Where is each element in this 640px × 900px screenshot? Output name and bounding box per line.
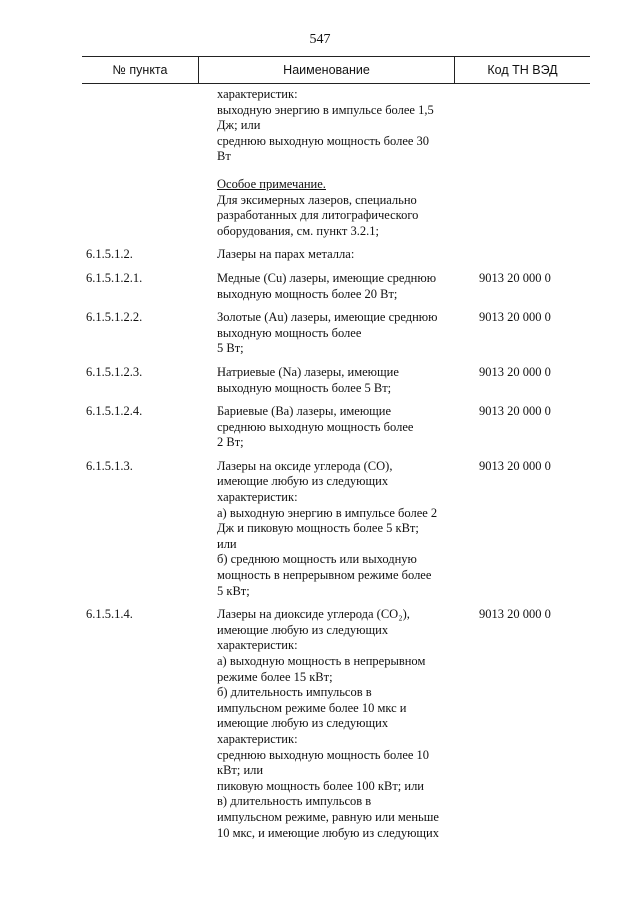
text-line: выходную энергию в импульсе более 1,5 bbox=[217, 102, 434, 117]
text-line: Медные (Cu) лазеры, имеющие среднюю bbox=[217, 270, 437, 285]
text-line: характеристик: bbox=[217, 731, 298, 746]
text-line: 2 Вт; bbox=[217, 435, 244, 450]
item-name bbox=[217, 271, 473, 302]
customs-code: 9013 20 000 0 bbox=[479, 607, 551, 622]
text-line: имеющие любую из следующих bbox=[217, 622, 389, 637]
item-name bbox=[217, 459, 473, 599]
item-number: 6.1.5.1.2.2. bbox=[86, 310, 143, 325]
text-line: пиковую мощность более 100 кВт; или bbox=[217, 778, 424, 793]
text-line: Дж и пиковую мощность более 5 кВт; bbox=[217, 521, 419, 536]
note-line: разработанных для литографического bbox=[217, 208, 419, 223]
text-line: кВт; или bbox=[217, 763, 264, 778]
item-name bbox=[217, 607, 473, 841]
text-line: импульсном режиме, равную или меньше bbox=[217, 809, 439, 824]
text-line: или bbox=[217, 536, 237, 551]
table-row bbox=[0, 310, 640, 357]
note-line: оборудования, см. пункт 3.2.1; bbox=[217, 223, 379, 238]
table-row bbox=[0, 459, 640, 599]
text-line: Натриевые (Na) лазеры, имеющие bbox=[217, 364, 399, 379]
item-number: 6.1.5.1.2.4. bbox=[86, 404, 143, 419]
text-line: а) выходную мощность в непрерывном bbox=[217, 654, 426, 668]
text-line: Вт bbox=[217, 149, 231, 164]
customs-code: 9013 20 000 0 bbox=[479, 364, 551, 379]
text-line: в) длительность импульсов в bbox=[217, 794, 372, 809]
item-number: 6.1.5.1.4. bbox=[86, 607, 133, 622]
customs-code: 9013 20 000 0 bbox=[479, 270, 551, 285]
item-name bbox=[217, 365, 473, 396]
text-line: Золотые (Au) лазеры, имеющие среднюю bbox=[217, 310, 438, 325]
header-name: Наименование bbox=[283, 63, 370, 77]
text-line: среднюю выходную мощность более 30 bbox=[217, 133, 430, 148]
text-line: Лазеры на парах металла: bbox=[217, 247, 355, 262]
text-line: среднюю выходную мощность более bbox=[217, 419, 414, 434]
special-note-title: Особое примечание. bbox=[217, 176, 326, 191]
text-line: Лазеры на диоксиде углерода (CO₂), bbox=[217, 607, 410, 622]
text-line: б) длительность импульсов в bbox=[217, 685, 372, 700]
text-line: импульсном режиме более 10 мкс и bbox=[217, 700, 407, 715]
text-line: характеристик: bbox=[217, 638, 298, 653]
text-line: характеристик: bbox=[217, 490, 298, 505]
table-row bbox=[0, 404, 640, 451]
item-number: 6.1.5.1.3. bbox=[86, 458, 133, 473]
text-line: а) выходную энергию в импульсе более 2 bbox=[217, 505, 438, 520]
document-body bbox=[0, 87, 640, 841]
customs-code: 9013 20 000 0 bbox=[479, 310, 551, 325]
item-number: 6.1.5.1.2.1. bbox=[86, 270, 143, 285]
table-rows bbox=[0, 247, 640, 841]
note-line: Для эксимерных лазеров, специально bbox=[217, 192, 417, 207]
text-line: 10 мкс, и имеющие любую из следующих bbox=[217, 825, 439, 840]
item-name bbox=[217, 247, 473, 263]
text-line: Лазеры на оксиде углерода (CO), bbox=[217, 458, 393, 473]
text-line: среднюю выходную мощность более 10 bbox=[217, 747, 430, 762]
item-number: 6.1.5.1.2. bbox=[86, 247, 133, 262]
text-line: характеристик: bbox=[217, 87, 298, 101]
text-line: б) среднюю мощность или выходную bbox=[217, 552, 417, 567]
item-name bbox=[217, 310, 473, 357]
customs-code: 9013 20 000 0 bbox=[479, 404, 551, 419]
continued-text bbox=[217, 87, 479, 239]
table-header bbox=[82, 56, 590, 84]
text-line: выходную мощность более 5 Вт; bbox=[217, 380, 392, 395]
header-item-number: № пункта bbox=[112, 63, 168, 77]
customs-code: 9013 20 000 0 bbox=[479, 458, 551, 473]
text-line: имеющие любую из следующих bbox=[217, 474, 389, 489]
table-row bbox=[0, 271, 640, 302]
page-number: 547 bbox=[309, 32, 331, 47]
text-line: мощность в непрерывном режиме более bbox=[217, 568, 432, 583]
text-line: 5 Вт; bbox=[217, 341, 244, 356]
item-number: 6.1.5.1.2.3. bbox=[86, 364, 143, 379]
text-line: выходную мощность более bbox=[217, 325, 362, 340]
item-name bbox=[217, 404, 473, 451]
table-row bbox=[0, 247, 640, 263]
text-line: Дж; или bbox=[217, 118, 261, 133]
text-line: выходную мощность более 20 Вт; bbox=[217, 286, 398, 301]
table-row bbox=[0, 607, 640, 841]
table-row bbox=[0, 365, 640, 396]
text-line: имеющие любую из следующих bbox=[217, 716, 389, 731]
text-line: Бариевые (Ba) лазеры, имеющие bbox=[217, 404, 392, 419]
header-code: Код ТН ВЭД bbox=[487, 63, 558, 77]
text-line: режиме более 15 кВт; bbox=[217, 669, 333, 684]
text-line: 5 кВт; bbox=[217, 583, 250, 598]
